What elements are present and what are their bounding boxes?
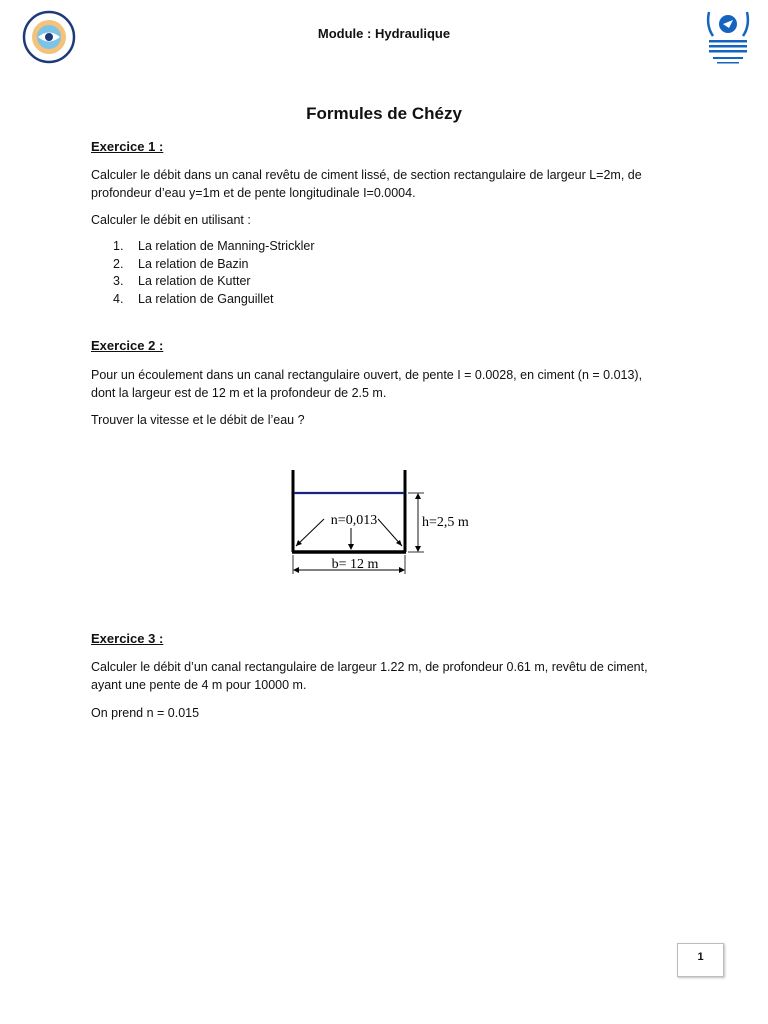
manning-n-label: n=0,013	[330, 513, 378, 528]
exercise-2-question: Trouver la vitesse et le débit de l’eau ?	[91, 413, 305, 427]
university-emblem-logo-icon	[703, 8, 753, 66]
exercise-2-line-2: dont la largeur est de 12 m et la profondeur de 2.5 m.	[91, 386, 387, 400]
document-title: Formules de Chézy	[306, 104, 462, 123]
exercise-1-heading: Exercice 1 :	[91, 139, 164, 154]
exercise-1-prompt: Calculer le débit en utilisant :	[91, 213, 251, 227]
relations-list	[113, 238, 314, 308]
exercise-3-line-2: ayant une pente de 4 m pour 10000 m.	[91, 678, 307, 692]
list-item: 2. La relation de Bazin	[113, 256, 249, 271]
exercise-3-heading: Exercice 3 :	[91, 631, 164, 646]
exercise-1-statement	[91, 166, 681, 202]
exercise-1-line-2: profondeur d’eau y=1m et de pente longitudinale I=0.0004.	[91, 186, 416, 200]
exercise-2-statement	[91, 366, 681, 402]
module-header: Module : Hydraulique	[317, 26, 451, 41]
exercise-3-line-1: Calculer le débit d’un canal rectangulaire de largeur 1.22 m, de profondeur 0.61 m, revêtu de ciment,	[91, 660, 648, 674]
width-label: b= 12 m	[331, 557, 379, 572]
exercise-1-line-1: Calculer le débit dans un canal revêtu de ciment lissé, de section rectangulaire de largeur L=2m, de	[91, 168, 642, 182]
channel-cross-section-figure	[280, 462, 495, 580]
list-item: 4. La relation de Ganguillet	[113, 291, 274, 306]
height-label: h=2,5 m	[422, 515, 469, 530]
exercise-2-heading: Exercice 2 :	[91, 338, 164, 353]
exercise-3-statement	[91, 658, 681, 694]
page-number: 1	[677, 943, 724, 977]
exercise-3-note: On prend n = 0.015	[91, 706, 200, 720]
roughness-arrow-left	[296, 519, 324, 546]
list-item: 1. La relation de Manning-Strickler	[113, 239, 315, 253]
exercise-2-line-1: Pour un écoulement dans un canal rectangulaire ouvert, de pente I = 0.0028, en ciment (n = 0.013),	[91, 368, 643, 382]
list-item: 3. La relation de Kutter	[113, 274, 251, 288]
